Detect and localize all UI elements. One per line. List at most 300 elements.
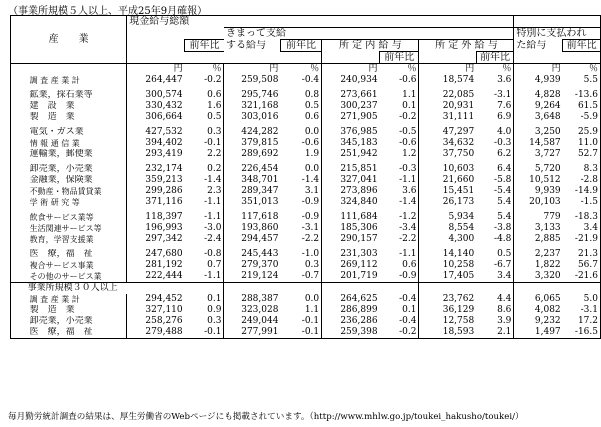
yen-value: 6,065 [534,294,561,304]
yen-value: 37,750 [442,149,475,159]
yen-value: 14,140 [442,249,475,259]
yoy-value: -0.4 [380,316,419,327]
yen-value: 279,370 [241,260,279,270]
industry-name: 調 査 産 業 計 [26,294,127,305]
overtime-header: 所 定 外 給 与 [419,40,514,52]
row-indent [11,127,26,138]
yoy-value: 1.6 [185,101,224,112]
yoy-value: 8.3 [563,164,601,175]
yen-value: 297,342 [145,234,183,244]
yen-value: 47,297 [442,127,475,137]
yen-value: 21,660 [442,175,475,185]
yoy-value: 3.4 [563,223,601,234]
table-row [11,164,601,175]
table-row [11,212,601,223]
yoy-value: -16.5 [563,327,601,339]
yen-value: 193,860 [241,223,279,233]
yoy-value: -13.6 [563,90,601,101]
yoy-value: -3.4 [380,223,419,234]
yen-value: 779 [543,212,561,222]
row-indent [11,234,26,245]
yoy-value: 5.4 [476,212,514,223]
row-indent [11,249,26,260]
table-row [11,249,601,260]
yoy-value: 52.7 [563,149,601,160]
yen-value: 231,303 [340,249,378,259]
yoy-value: -1.0 [280,249,321,260]
table-row [11,260,601,271]
yen-value: 294,457 [241,234,279,244]
table-caption: （事業所規模５人以上、平成25年9月確報） [8,6,208,17]
yen-value: 4,082 [534,305,561,315]
yoy-value: 1.2 [380,149,419,160]
source-note: 毎月勤労統計調査の結果は、厚生労働省のWebページにも掲載されています。（http://www.mhlw.go.jp/toukei_hakusho/toukei/） [8,412,524,422]
row-indent [11,294,26,305]
yoy-value: -1.1 [380,175,419,186]
yen-value: 289,347 [241,186,279,196]
industry-name: 製 造 業 [26,112,127,123]
row-indent [11,138,26,149]
yen-value: 294,452 [145,294,183,304]
yen-value: 281,192 [145,260,183,270]
yoy-value: 6.9 [476,112,514,123]
yen-value: 201,719 [322,271,380,283]
yen-value: 1,822 [534,260,561,270]
table-row [11,112,601,123]
yen-value: 2,237 [534,249,561,259]
yoy-value: 61.5 [563,101,601,112]
industry-name: 卸売業，小売業 [26,316,127,327]
yen-value: 279,488 [127,327,185,339]
yoy-value: 0.8 [280,90,321,101]
yoy-value: -0.4 [280,75,321,86]
yen-value: 327,041 [340,175,378,185]
yen-value: 8,554 [448,223,475,233]
unit-yen: 円 [368,64,378,74]
yen-value: 330,432 [145,101,183,111]
industry-name: 建 設 業 [26,101,127,112]
yen-value: 36,129 [442,305,475,315]
yoy-value: 4.4 [476,294,514,305]
table-row [11,90,601,101]
table-row [11,186,601,197]
yoy-value: -5.9 [563,112,601,123]
yoy-value: -1.4 [280,175,321,186]
table-row [11,101,601,112]
table-row [11,271,601,283]
table-row [11,327,601,339]
row-indent [11,101,26,112]
yen-value: 9,232 [534,316,561,326]
yen-value: 273,896 [340,186,378,196]
yoy-value: 0.5 [280,101,321,112]
yoy-value: -3.1 [476,90,514,101]
row-indent [11,186,26,197]
yen-value: 215,851 [340,164,378,174]
yoy-value: 0.0 [280,294,321,305]
yoy-value: 0.6 [380,260,419,271]
yoy-value: -0.1 [185,138,224,149]
regular-yoy-header: 前年比 [280,40,321,52]
row-indent [11,197,26,208]
yoy-value: -0.6 [280,138,321,149]
yoy-value: -0.7 [280,271,321,283]
unit-yen: 円 [551,64,561,74]
industry-name: 運輸業，郵便業 [26,149,127,160]
yoy-value: -3.8 [476,223,514,234]
yen-value: 286,899 [340,305,378,315]
yoy-value: -1.2 [380,212,419,223]
unit-pct: ％ [280,64,321,76]
yoy-value: 3.6 [380,186,419,197]
yoy-value: -0.8 [185,249,224,260]
yoy-value: 0.5 [185,112,224,123]
row-indent [11,327,26,339]
yen-value: 359,213 [145,175,183,185]
scheduled-header: 所 定 内 給 与 [322,40,419,52]
yoy-value: -21.9 [563,234,601,245]
table-row [11,149,601,160]
yen-value: 20,103 [529,197,561,207]
yen-value: 245,443 [241,249,279,259]
table-row [11,127,601,138]
yoy-value: 0.1 [185,294,224,305]
yen-value: 3,250 [534,127,561,137]
yen-value: 259,398 [322,327,380,339]
row-indent [11,271,26,283]
industry-name: 情 報 通 信 業 [26,138,127,149]
industry-name: 飲食サービス業等 [26,212,127,223]
unit-pct: ％ [185,64,224,76]
yen-value: 300,574 [145,90,183,100]
industry-name: 教育，学習支援業 [26,234,127,245]
industry-name: 生活関連サービス等 [26,223,127,234]
yen-value: 394,402 [145,138,183,148]
yoy-value: 6.2 [476,149,514,160]
yen-value: 219,124 [224,271,280,283]
yen-value: 18,593 [419,327,476,339]
yen-value: 345,183 [340,138,378,148]
yoy-value: 0.0 [280,164,321,175]
row-indent [11,316,26,327]
yoy-value: 2.2 [185,149,224,160]
yoy-value: 6.4 [476,164,514,175]
industry-name: その他のサービス業 [26,271,127,283]
yen-value: 379,815 [241,138,279,148]
yoy-value: 2.1 [476,327,514,339]
yoy-value: -2.2 [380,234,419,245]
yoy-value: 7.6 [476,101,514,112]
yoy-value: -0.2 [380,327,419,339]
yen-value: 258,276 [145,316,183,326]
yen-value: 4,300 [448,234,475,244]
yen-value: 321,168 [241,101,279,111]
yen-value: 289,692 [241,149,279,159]
yoy-value: -0.6 [380,75,419,86]
yen-value: 18,574 [442,75,475,85]
yen-value: 111,684 [340,212,378,222]
yoy-value: 5.4 [476,197,514,208]
yoy-value: 1.9 [280,149,321,160]
yoy-value: 0.5 [476,249,514,260]
yoy-value: 4.0 [476,127,514,138]
yoy-value: 1.1 [380,90,419,101]
table-row [11,138,601,149]
yen-value: 31,111 [442,112,475,122]
yoy-value: -0.2 [185,75,224,86]
yen-value: 240,934 [340,75,378,85]
row-indent [11,164,26,175]
yoy-value: -18.3 [563,212,601,223]
industry-name: 調 査 産 業 計 [26,75,127,86]
yoy-value: 0.9 [185,305,224,316]
unit-pct: ％ [380,64,419,76]
regular-header: きまって支給 [224,28,514,40]
row-indent [11,149,26,160]
yen-value: 306,664 [145,112,183,122]
yoy-value: -0.9 [280,212,321,223]
yoy-value: -5.4 [476,186,514,197]
yen-value: 9,939 [534,186,561,196]
yen-value: 3,648 [534,112,561,122]
yoy-value: 0.1 [380,101,419,112]
yoy-value: 0.3 [280,260,321,271]
yen-value: 26,173 [442,197,475,207]
yoy-value: -2.8 [563,175,601,186]
yoy-value: -1.1 [185,197,224,208]
yen-value: 5,934 [448,212,475,222]
yoy-value: -0.1 [280,316,321,327]
yen-value: 376,985 [340,127,378,137]
yen-value: 295,746 [241,90,279,100]
yoy-value: 25.9 [563,127,601,138]
industry-name: 金融業，保険業 [26,175,127,186]
yoy-value: 3.6 [476,75,514,86]
yen-value: 327,110 [145,305,183,315]
yen-value: 20,931 [442,101,475,111]
yoy-value: 2.3 [185,186,224,197]
yoy-value: -0.1 [280,327,321,339]
yen-value: 23,762 [442,294,475,304]
yoy-value: -4.8 [476,234,514,245]
yen-value: 10,603 [442,164,475,174]
yen-value: 371,116 [145,197,183,207]
yen-value: 348,701 [241,175,279,185]
table-row [11,234,601,245]
wage-table [10,15,601,339]
yoy-value: 0.3 [185,316,224,327]
yen-value: 427,532 [145,127,183,137]
yoy-value: 8.6 [476,305,514,316]
yen-value: 3,320 [514,271,563,283]
yoy-value: 5.5 [563,75,601,86]
yen-value: 9,264 [534,101,561,111]
yoy-value: 0.6 [280,112,321,123]
yoy-value: -0.2 [380,112,419,123]
unit-pct: ％ [563,64,601,76]
overtime-yoy-header: 前年比 [476,52,514,64]
yen-value: 271,905 [340,112,378,122]
yoy-value: -0.3 [380,164,419,175]
row-indent [11,90,26,101]
yoy-value: 0.1 [380,305,419,316]
industry-name: 医 療，福 祉 [26,327,127,339]
yen-value: 236,286 [340,316,378,326]
yoy-value: -0.4 [380,294,419,305]
yoy-value: -5.8 [476,175,514,186]
yen-value: 117,618 [241,212,279,222]
yen-value: 4,939 [534,75,561,85]
industry-name: 製 造 業 [26,305,127,316]
unit-pct: ％ [476,64,514,76]
yen-value: 273,661 [340,90,378,100]
yoy-value: 5.0 [563,294,601,305]
yen-value: 3,727 [534,149,561,159]
row-indent [11,175,26,186]
row-indent [11,223,26,234]
yoy-value: 0.7 [185,260,224,271]
special-header: 特別に支払われ [514,28,601,40]
unit-yen: 円 [173,64,183,74]
yen-value: 196,993 [145,223,183,233]
yoy-value: 21.3 [563,249,601,260]
table-row [11,294,601,305]
yen-value: 222,444 [127,271,185,283]
yoy-value: 3.1 [280,186,321,197]
yoy-value: -21.6 [563,271,601,283]
yoy-value: -0.1 [185,327,224,339]
special-yoy-header: 前年比 [563,40,601,52]
yen-value: 264,447 [145,75,183,85]
yen-value: 288,387 [241,294,279,304]
yen-value: 118,397 [145,212,183,222]
yen-value: 293,419 [145,149,183,159]
yen-value: 303,016 [241,112,279,122]
yoy-value: 56.7 [563,260,601,271]
yoy-value: 3.9 [476,316,514,327]
industry-name: 不動産・物品賃貸業 [26,186,127,197]
industry-name: 複合サービス事業 [26,260,127,271]
yoy-value: -6.7 [476,260,514,271]
yen-value: 259,508 [241,75,279,85]
yoy-value: -0.5 [380,127,419,138]
yoy-value: -3.1 [563,305,601,316]
yen-value: 17,405 [419,271,476,283]
yoy-value: 0.0 [280,127,321,138]
yoy-value: -14.9 [563,186,601,197]
special-header-cont: た給与 [514,40,563,52]
unit-yen: 円 [269,64,279,74]
table-row [11,223,601,234]
industry-name: 学 術 研 究 等 [26,197,127,208]
yoy-value: -3.0 [185,223,224,234]
yoy-value: -1.1 [185,212,224,223]
yen-value: 299,286 [145,186,183,196]
yoy-value: 0.2 [185,164,224,175]
table-row [11,175,601,186]
scheduled-yoy-header: 前年比 [380,52,419,64]
yen-value: 277,991 [224,327,280,339]
total-header: 現金給与総額 [127,16,224,28]
unit-yen: 円 [465,64,475,74]
total-yoy-header: 前年比 [185,40,224,52]
yoy-value: -1.1 [380,249,419,260]
yoy-value: 11.0 [563,138,601,149]
yoy-value: -2.4 [185,234,224,245]
yoy-value: 3.4 [476,271,514,283]
yen-value: 15,451 [442,186,475,196]
table-row [11,197,601,208]
yen-value: 4,828 [534,90,561,100]
regular-header-cont: する給与 [225,40,266,51]
table-row [11,316,601,327]
row-indent [11,305,26,316]
yoy-value: -2.2 [280,234,321,245]
yoy-value: 0.6 [185,90,224,101]
yoy-value: -0.6 [380,138,419,149]
yen-value: 249,044 [241,316,279,326]
yoy-value: 1.1 [280,305,321,316]
table-row [11,305,601,316]
yoy-value: -1.1 [185,271,224,283]
yen-value: 22,085 [442,90,475,100]
yen-value: 264,625 [340,294,378,304]
yen-value: 323,028 [241,305,279,315]
yen-value: 2,885 [534,234,561,244]
yoy-value: -0.9 [380,271,419,283]
industry-name: 卸売業，小売業 [26,164,127,175]
yen-value: 424,282 [241,127,279,137]
yen-value: 269,112 [340,260,378,270]
row-indent [11,112,26,123]
yen-value: 10,512 [529,175,561,185]
yen-value: 10,258 [442,260,475,270]
category-header: 産 業 [11,16,127,64]
yen-value: 3,133 [534,223,561,233]
industry-name: 鉱業，採石業等 [26,90,127,101]
yen-value: 290,157 [340,234,378,244]
yoy-value: -1.4 [380,197,419,208]
yen-value: 185,306 [340,223,378,233]
yen-value: 232,174 [145,164,183,174]
yen-value: 251,942 [340,149,378,159]
yoy-value: 17.2 [563,316,601,327]
yen-value: 34,632 [442,138,475,148]
group30-label: 事業所規模３０人以上 [26,283,224,295]
table-row [11,75,601,86]
yen-value: 1,497 [514,327,563,339]
yen-value: 14,587 [529,138,561,148]
yen-value: 300,237 [340,101,378,111]
yoy-value: -3.1 [280,223,321,234]
yen-value: 324,840 [340,197,378,207]
row-indent [11,75,26,86]
yen-value: 5,720 [534,164,561,174]
row-indent [11,212,26,223]
yoy-value: -1.5 [563,197,601,208]
industry-name: 電気・ガス業 [26,127,127,138]
yen-value: 247,680 [145,249,183,259]
yen-value: 226,454 [241,164,279,174]
industry-name: 医 療，福 祉 [26,249,127,260]
yen-value: 351,013 [241,197,279,207]
row-indent [11,260,26,271]
yoy-value: 0.3 [185,127,224,138]
yoy-value: -0.3 [476,138,514,149]
yoy-value: -0.9 [280,197,321,208]
yoy-value: -1.4 [185,175,224,186]
yen-value: 12,758 [442,316,475,326]
